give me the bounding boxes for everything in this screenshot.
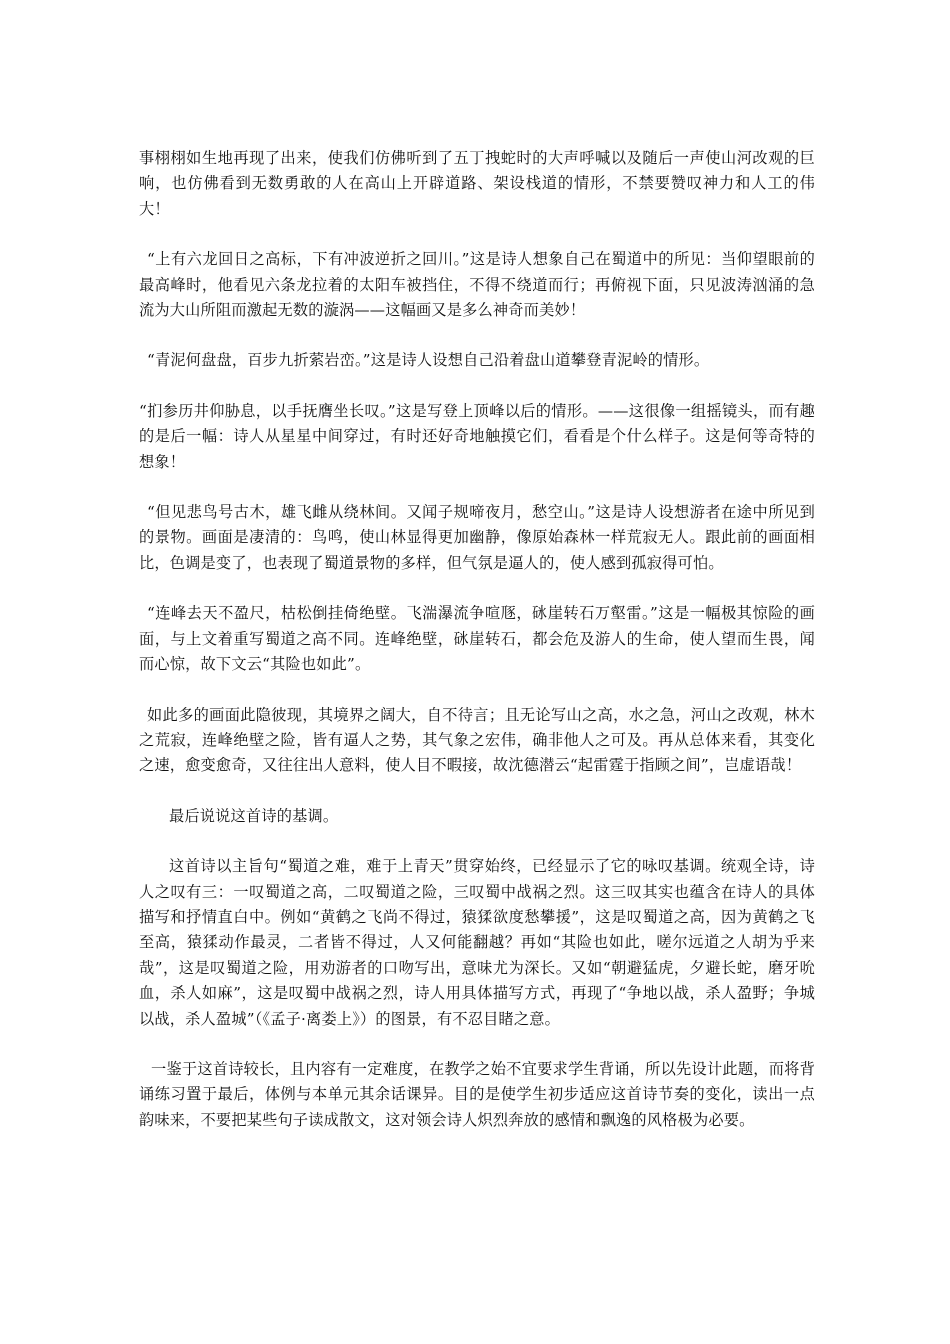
paragraph-1: 事栩栩如生地再现了出来，使我们仿佛听到了五丁拽蛇时的大声呼喊以及随后一声使山河改观的巨响，也仿佛看到无数勇敢的人在高山上开辟道路、架设栈道的情形，不禁要赞叹神力和人工的伟大！ (139, 149, 815, 218)
paragraph-8: 最后说说这首诗的基调。 (169, 806, 339, 825)
paragraph-2: “上有六龙回日之高标，下有冲波逆折之回川。”这是诗人想象自己在蜀道中的所见：当仰望眼前的最高峰时，他看见六条龙拉着的太阳车被挡住，不得不绕道而行；再俯视下面，只见波涛汹涌的急流为大山所阻而激起无数的漩涡——这幅画又是多么神奇而美妙！ (139, 250, 815, 320)
paragraph-3: “青泥何盘盘，百步九折萦岩峦。”这是诗人设想自己沿着盘山道攀登青泥岭的情形。 (147, 351, 710, 370)
paragraph-4: “扪参历井仰胁息，以手抚膺坐长叹。”这是写登上顶峰以后的情形。——这很像一组摇镜头，而有趣的是后一幅：诗人从星星中间穿过，有时还好奇地触摸它们，看看是个什么样子。这是何等奇特的想象！ (139, 401, 815, 471)
document-page (139, 146, 815, 1158)
paragraph-6: “连峰去天不盈尺，枯松倒挂倚绝壁。飞湍瀑流争喧豗，砯崖转石万壑雷。”这是一幅极其惊险的画面，与上文着重写蜀道之高不同。连峰绝壁，砯崖转石，都会危及游人的生命，使人望而生畏，闻而心惊，故下文云“其险也如此”。 (139, 604, 815, 674)
paragraph-7: 如此多的画面此隐彼现，其境界之阔大，自不待言；且无论写山之高，水之急，河山之改观，林木之荒寂，连峰绝壁之险，皆有逼人之势，其气象之宏伟，确非他人之可及。再从总体来看，其变化之速，愈变愈奇，又往往出人意料，使人目不暇接，故沈德潜云“起雷霆于指顾之间”，岂虚语哉！ (139, 705, 815, 775)
paragraph-5: “但见悲鸟号古木，雄飞雌从绕林间。又闻子规啼夜月，愁空山。”这是诗人设想游者在途中所见到的景物。画面是凄清的：鸟鸣，使山林显得更加幽静，像原始森林一样荒寂无人。跟此前的画面相比，色调是变了，也表现了蜀道景物的多样，但气氛是逼人的，使人感到孤寂得可怕。 (139, 503, 815, 572)
paragraph-10: 一鉴于这首诗较长，且内容有一定难度，在教学之始不宜要求学生背诵，所以先设计此题，而将背诵练习置于最后，体例与本单元其余话课异。目的是使学生初步适应这首诗节奏的变化，读出一点韵味来，不要把某些句子读成散文，这对领会诗人炽烈奔放的感情和飘逸的风格极为必要。 (139, 1059, 815, 1129)
paragraph-9: 这首诗以主旨句“蜀道之难，难于上青天”贯穿始终，已经显示了它的咏叹基调。统观全诗，诗人之叹有三：一叹蜀道之高，二叹蜀道之险，三叹蜀中战祸之烈。这三叹其实也蕴含在诗人的具体描写和抒情直白中。例如“黄鹤之飞尚不得过，猿猱欲度愁攀援”，这是叹蜀道之高，因为黄鹤之飞至高，猿猱动作最灵，二者皆不得过，人又何能翻越？再如“其险也如此，嗟尔远道之人胡为乎来哉”，这是叹蜀道之险，用劝游者的口吻写出，意味尤为深长。又如“朝避猛虎，夕避长蛇，磨牙吮血，杀人如麻”，这是叹蜀中战祸之烈，诗人用具体描写方式，再现了“争地以战，杀人盈野；争城以战，杀人盈城”（《孟子·离娄上》）的图景，有不忍目睹之意。 (139, 857, 815, 1028)
